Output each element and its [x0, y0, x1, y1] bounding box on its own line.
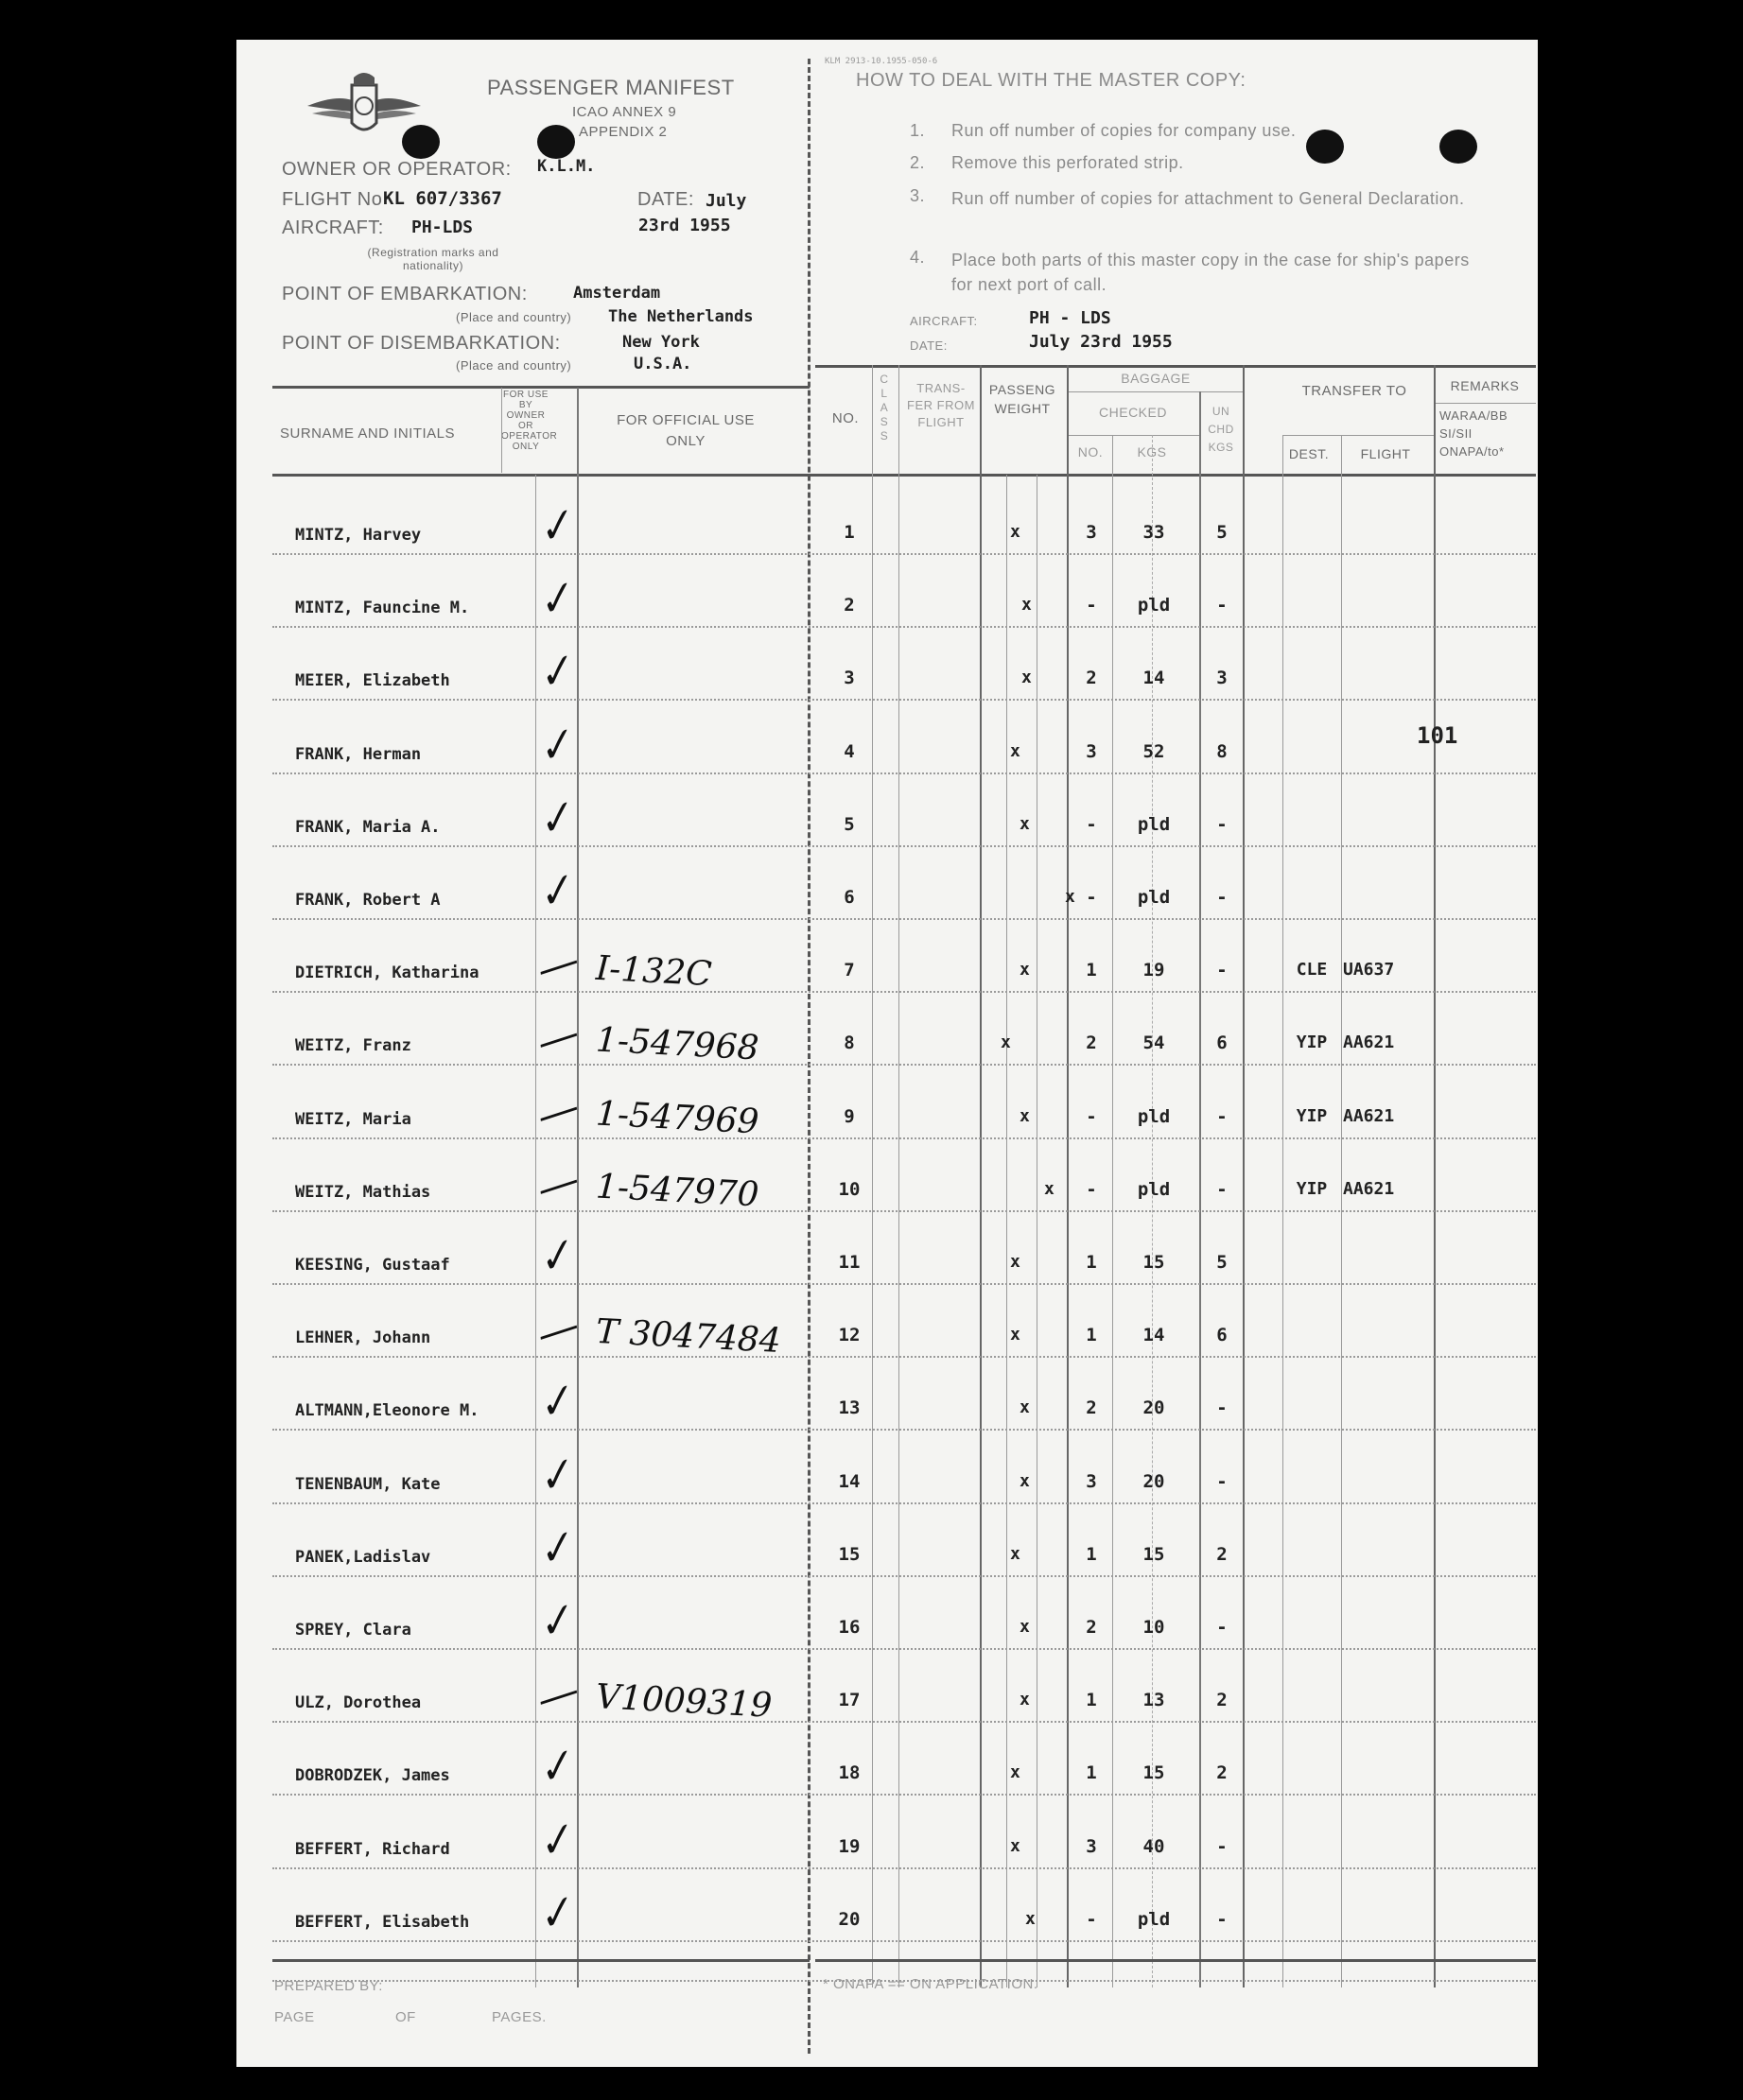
unchecked-kgs: 8 — [1216, 741, 1228, 762]
bag-kgs: 14 — [1142, 1325, 1165, 1345]
col-weight: PASSENG WEIGHT — [988, 382, 1056, 416]
passenger-name: TENENBAUM, Kate — [295, 1475, 441, 1494]
col-transfer-to: TRANSFER TO — [1301, 383, 1407, 399]
passenger-name: WEITZ, Mathias — [295, 1183, 431, 1202]
col-baggage: BAGGAGE — [1121, 371, 1191, 386]
row-number: 8 — [844, 1033, 855, 1053]
unchecked-kgs: 2 — [1216, 1544, 1228, 1565]
bag-kgs: 52 — [1142, 741, 1165, 762]
passenger-name: DIETRICH, Katharina — [295, 963, 479, 982]
check-mark: ✓ — [531, 1885, 579, 1943]
check-mark: — — [531, 935, 585, 995]
unchecked-kgs: 6 — [1216, 1033, 1228, 1053]
aircraft-note: (Registration marks and nationality) — [367, 246, 499, 272]
row-separator — [272, 1283, 1536, 1285]
col-class: CLASS — [880, 373, 889, 443]
transfer-flight: AA621 — [1343, 1179, 1395, 1199]
check-mark: ✓ — [531, 1520, 579, 1578]
col-divider — [872, 365, 873, 1987]
col-official: FOR OFFICIAL USE ONLY — [617, 412, 755, 449]
check-mark: ✓ — [531, 1374, 579, 1432]
weight-mark: x — [1020, 814, 1030, 834]
embarkation-label: POINT OF EMBARKATION: — [282, 284, 528, 304]
row-separator — [272, 1356, 1536, 1358]
form-code: KLM 2913-10.1955-050-6 — [825, 57, 938, 66]
bag-count: 2 — [1086, 668, 1097, 688]
row-number: 11 — [838, 1252, 861, 1273]
bag-count: - — [1086, 595, 1097, 616]
embarkation-country: The Netherlands — [608, 307, 754, 326]
check-mark: ✓ — [531, 571, 579, 629]
date-value-day-year: 23rd 1955 — [638, 216, 731, 235]
bag-count: - — [1086, 814, 1097, 835]
remark-number: 101 — [1417, 722, 1458, 749]
bag-kgs: 20 — [1142, 1397, 1165, 1418]
aircraft-value-right: PH - LDS — [1029, 308, 1111, 328]
bag-count: 2 — [1086, 1617, 1097, 1638]
aircraft-value: PH-LDS — [411, 217, 474, 237]
bag-count: 1 — [1086, 1325, 1097, 1345]
bag-count: 1 — [1086, 1762, 1097, 1783]
weight-mark: x — [1010, 522, 1020, 542]
official-number: T 3047484 — [595, 1311, 782, 1362]
check-mark: — — [531, 1154, 585, 1214]
manifest-title: PASSENGER MANIFEST — [487, 76, 735, 99]
check-mark: ✓ — [531, 718, 579, 775]
pages-label: PAGES. — [492, 2009, 547, 2025]
row-number: 12 — [838, 1325, 861, 1345]
passenger-name: WEITZ, Maria — [295, 1110, 411, 1129]
unchecked-kgs: - — [1216, 1397, 1228, 1418]
row-number: 20 — [838, 1909, 861, 1930]
col-flight: FLIGHT — [1360, 446, 1411, 461]
bag-kgs: pld — [1137, 1909, 1171, 1930]
weight-mark: x — [1010, 1836, 1020, 1856]
unchecked-kgs: - — [1216, 1909, 1228, 1930]
instruction-text: Run off number of copies for company use. — [951, 121, 1297, 140]
unchecked-kgs: 2 — [1216, 1762, 1228, 1783]
passenger-name: ULZ, Dorothea — [295, 1693, 422, 1712]
date-label-right: DATE: — [910, 338, 948, 353]
prepared-by-label: PREPARED BY: — [274, 1978, 383, 1994]
weight-mark: x — [1010, 1252, 1020, 1272]
embarkation-city: Amsterdam — [573, 284, 661, 303]
of-label: OF — [395, 2009, 416, 2025]
unchecked-kgs: 3 — [1216, 668, 1228, 688]
row-separator — [272, 1429, 1536, 1431]
owner-label: OWNER OR OPERATOR: — [282, 159, 512, 180]
instructions-title: HOW TO DEAL WITH THE MASTER COPY: — [856, 70, 1246, 91]
unchecked-kgs: - — [1216, 1836, 1228, 1857]
row-number: 14 — [838, 1471, 861, 1492]
check-mark: ✓ — [531, 1448, 579, 1505]
unchecked-kgs: - — [1216, 814, 1228, 835]
flight-value: KL 607/3367 — [383, 188, 502, 209]
row-separator — [272, 626, 1536, 628]
footer-rule — [815, 1959, 1536, 1962]
unchecked-kgs: - — [1216, 887, 1228, 908]
bag-count: 3 — [1086, 1471, 1097, 1492]
instruction-text: Place both parts of this master copy in the case for ship's papers for next port of call. — [951, 251, 1470, 294]
header-rule — [815, 365, 1536, 368]
header-subrule — [1434, 403, 1536, 404]
bag-count: 1 — [1086, 960, 1097, 981]
bag-kgs: 19 — [1142, 960, 1165, 981]
check-mark: ✓ — [531, 644, 579, 702]
header-rule — [272, 474, 1536, 477]
disembarkation-note: (Place and country) — [456, 358, 572, 373]
weight-mark: x — [1021, 595, 1032, 615]
official-number: 1-547969 — [595, 1094, 760, 1142]
official-number: 1-547968 — [595, 1020, 760, 1068]
header-subrule — [1069, 391, 1243, 392]
unchecked-kgs: - — [1216, 1471, 1228, 1492]
unchecked-kgs: - — [1216, 595, 1228, 616]
passenger-name: KEESING, Gustaaf — [295, 1256, 450, 1275]
bag-count: 1 — [1086, 1252, 1097, 1273]
bag-kgs: 40 — [1142, 1836, 1165, 1857]
unchecked-kgs: 2 — [1216, 1690, 1228, 1710]
bag-kgs: 15 — [1142, 1252, 1165, 1273]
onapa-note: * ONAPA == ON APPLICATION. — [823, 1976, 1038, 1992]
date-value-month: July — [706, 191, 747, 211]
passenger-name: BEFFERT, Richard — [295, 1840, 450, 1859]
passenger-name: SPREY, Clara — [295, 1621, 411, 1640]
passenger-name: BEFFERT, Elisabeth — [295, 1913, 470, 1932]
row-number: 15 — [838, 1544, 861, 1565]
transfer-dest: CLE — [1296, 960, 1328, 980]
passenger-name: LEHNER, Johann — [295, 1328, 431, 1347]
bag-count: 1 — [1086, 1544, 1097, 1565]
check-mark: — — [531, 1008, 585, 1067]
passenger-name: MINTZ, Fauncine M. — [295, 599, 470, 617]
col-remarks-sub: WARAA/BB SI/SII ONAPA/to* — [1439, 408, 1508, 459]
row-number: 9 — [844, 1106, 855, 1127]
col-kgs: KGS — [1137, 444, 1167, 460]
check-mark: ✓ — [531, 1739, 579, 1796]
row-number: 10 — [838, 1179, 861, 1200]
official-number: I-132C — [595, 948, 713, 995]
weight-mark: x — [1001, 1033, 1011, 1052]
bag-kgs: pld — [1137, 1106, 1171, 1127]
row-number: 16 — [838, 1617, 861, 1638]
check-mark: ✓ — [531, 1593, 579, 1651]
instruction-number: 4. — [910, 248, 926, 267]
bag-count: - — [1086, 1909, 1097, 1930]
embarkation-note: (Place and country) — [456, 310, 572, 324]
weight-mark: x — [1065, 887, 1075, 907]
row-number: 7 — [844, 960, 855, 981]
col-divider — [898, 365, 899, 1987]
weight-mark: x — [1020, 1471, 1030, 1491]
bag-count: 1 — [1086, 1690, 1097, 1710]
col-no: NO. — [831, 410, 860, 426]
col-checked: CHECKED — [1099, 405, 1167, 420]
bag-count: - — [1086, 1106, 1097, 1127]
passenger-name: MINTZ, Harvey — [295, 526, 422, 545]
flight-label: FLIGHT No — [282, 189, 383, 210]
perforation-line — [808, 59, 810, 2054]
bag-count: - — [1086, 887, 1097, 908]
check-mark: — — [531, 1082, 585, 1141]
unchecked-kgs: 5 — [1216, 522, 1228, 543]
row-number: 1 — [844, 522, 855, 543]
header-rule — [272, 386, 810, 389]
row-number: 18 — [838, 1762, 861, 1783]
unchecked-kgs: - — [1216, 1179, 1228, 1200]
aircraft-label: AIRCRAFT: — [282, 217, 384, 238]
row-separator — [272, 1794, 1536, 1796]
bag-count: 3 — [1086, 1836, 1097, 1857]
col-divider — [980, 365, 982, 1987]
passenger-name: ALTMANN,Eleonore M. — [295, 1401, 479, 1420]
col-owner-use: FOR USE BY OWNER OR OPERATOR ONLY — [501, 390, 558, 452]
col-divider — [501, 388, 502, 473]
row-separator — [272, 1940, 1536, 1942]
icao-annex: ICAO ANNEX 9 — [572, 104, 677, 120]
row-number: 17 — [838, 1690, 861, 1710]
bag-kgs: 54 — [1142, 1033, 1165, 1053]
passenger-name: MEIER, Elizabeth — [295, 671, 450, 690]
col-bag-no: NO. — [1077, 444, 1104, 460]
unchecked-kgs: - — [1216, 960, 1228, 981]
transfer-dest: YIP — [1296, 1179, 1328, 1199]
passenger-name: FRANK, Maria A. — [295, 818, 441, 837]
disembarkation-city: New York — [622, 333, 700, 352]
col-divider — [1006, 475, 1007, 1987]
bag-kgs: 10 — [1142, 1617, 1165, 1638]
row-number: 6 — [844, 887, 855, 908]
col-divider — [1243, 365, 1245, 1987]
page-label: PAGE — [274, 2009, 315, 2025]
row-separator — [272, 1502, 1536, 1504]
manifest-sheet — [236, 40, 1538, 2067]
row-separator — [272, 1064, 1536, 1066]
check-mark: ✓ — [531, 1228, 579, 1286]
disembarkation-country: U.S.A. — [634, 355, 692, 373]
weight-mark: x — [1020, 1397, 1030, 1417]
bag-kgs: pld — [1137, 887, 1171, 908]
col-unchecked-kgs: UN CHD KGS — [1208, 405, 1234, 454]
row-separator — [272, 553, 1536, 555]
punch-hole — [537, 125, 575, 159]
col-remarks: REMARKS — [1450, 378, 1520, 393]
transfer-flight: AA621 — [1343, 1033, 1395, 1052]
passenger-name: PANEK,Ladislav — [295, 1548, 431, 1567]
footer-rule — [272, 1959, 810, 1962]
header-subrule — [1282, 435, 1434, 436]
transfer-flight: AA621 — [1343, 1106, 1395, 1126]
aircraft-label-right: AIRCRAFT: — [910, 314, 978, 328]
date-label: DATE: — [637, 189, 694, 210]
instruction-text: Run off number of copies for attachment to General Declaration. — [951, 189, 1465, 208]
header-subrule — [1069, 435, 1201, 436]
bag-count: 2 — [1086, 1397, 1097, 1418]
check-mark: — — [531, 1665, 585, 1725]
weight-mark: x — [1010, 1325, 1020, 1345]
row-number: 13 — [838, 1397, 861, 1418]
passenger-name: FRANK, Robert A — [295, 891, 441, 910]
weight-mark: x — [1020, 960, 1030, 980]
col-dest: DEST. — [1288, 446, 1330, 461]
icao-appendix: APPENDIX 2 — [579, 124, 668, 140]
weight-mark: x — [1010, 1762, 1020, 1782]
date-value-right: July 23rd 1955 — [1029, 332, 1173, 352]
transfer-flight: UA637 — [1343, 960, 1395, 980]
col-divider — [1067, 365, 1069, 1987]
row-separator — [272, 918, 1536, 920]
bag-count: 3 — [1086, 741, 1097, 762]
col-divider — [1434, 365, 1436, 1987]
official-number: 1-547970 — [595, 1167, 760, 1215]
bag-kgs: 15 — [1142, 1762, 1165, 1783]
row-separator — [272, 699, 1536, 701]
bag-kgs: pld — [1137, 595, 1171, 616]
official-number: V1009319 — [595, 1677, 774, 1726]
row-separator — [272, 1210, 1536, 1212]
instruction-number: 1. — [910, 121, 926, 140]
check-mark: ✓ — [531, 1813, 579, 1870]
klm-logo-icon — [303, 66, 426, 142]
col-surname: SURNAME AND INITIALS — [280, 425, 456, 442]
unchecked-kgs: 6 — [1216, 1325, 1228, 1345]
row-number: 4 — [844, 741, 855, 762]
weight-mark: x — [1020, 1690, 1030, 1710]
bag-kgs: pld — [1137, 1179, 1171, 1200]
weight-mark: x — [1020, 1106, 1030, 1126]
check-mark: ✓ — [531, 863, 579, 921]
weight-mark: x — [1020, 1617, 1030, 1637]
row-number: 5 — [844, 814, 855, 835]
transfer-dest: YIP — [1296, 1033, 1328, 1052]
row-number: 3 — [844, 668, 855, 688]
passenger-name: FRANK, Herman — [295, 745, 422, 764]
row-separator — [272, 1867, 1536, 1869]
check-mark: ✓ — [531, 790, 579, 848]
bag-count: - — [1086, 1179, 1097, 1200]
bag-kgs: 13 — [1142, 1690, 1165, 1710]
row-separator — [272, 1137, 1536, 1139]
bag-kgs: 33 — [1142, 522, 1165, 543]
transfer-dest: YIP — [1296, 1106, 1328, 1126]
weight-mark: x — [1010, 741, 1020, 761]
row-number: 2 — [844, 595, 855, 616]
weight-mark: x — [1010, 1544, 1020, 1564]
weight-mark: x — [1021, 668, 1032, 687]
bag-kgs: 20 — [1142, 1471, 1165, 1492]
owner-value: K.L.M. — [537, 157, 596, 176]
bag-kgs: pld — [1137, 814, 1171, 835]
row-separator — [272, 991, 1536, 993]
instruction-number: 3. — [910, 186, 926, 205]
check-mark: — — [531, 1300, 585, 1360]
bag-kgs: 15 — [1142, 1544, 1165, 1565]
bag-count: 2 — [1086, 1033, 1097, 1053]
unchecked-kgs: 5 — [1216, 1252, 1228, 1273]
instruction-text: Remove this perforated strip. — [951, 153, 1184, 172]
disembarkation-label: POINT OF DISEMBARKATION: — [282, 333, 561, 354]
passenger-name: DOBRODZEK, James — [295, 1766, 450, 1785]
bag-kgs: 14 — [1142, 668, 1165, 688]
instruction-number: 2. — [910, 153, 926, 172]
weight-mark: x — [1025, 1909, 1036, 1929]
row-separator — [272, 845, 1536, 847]
row-separator — [272, 1721, 1536, 1723]
unchecked-kgs: - — [1216, 1106, 1228, 1127]
unchecked-kgs: - — [1216, 1617, 1228, 1638]
check-mark: ✓ — [531, 498, 579, 556]
row-separator — [272, 772, 1536, 774]
passenger-name: WEITZ, Franz — [295, 1036, 411, 1055]
bag-count: 3 — [1086, 522, 1097, 543]
row-separator — [272, 1575, 1536, 1577]
row-separator — [272, 1648, 1536, 1650]
col-transfer-from: TRANS-FER FROM FLIGHT — [907, 381, 975, 429]
weight-mark: x — [1044, 1179, 1055, 1199]
row-number: 19 — [838, 1836, 861, 1857]
